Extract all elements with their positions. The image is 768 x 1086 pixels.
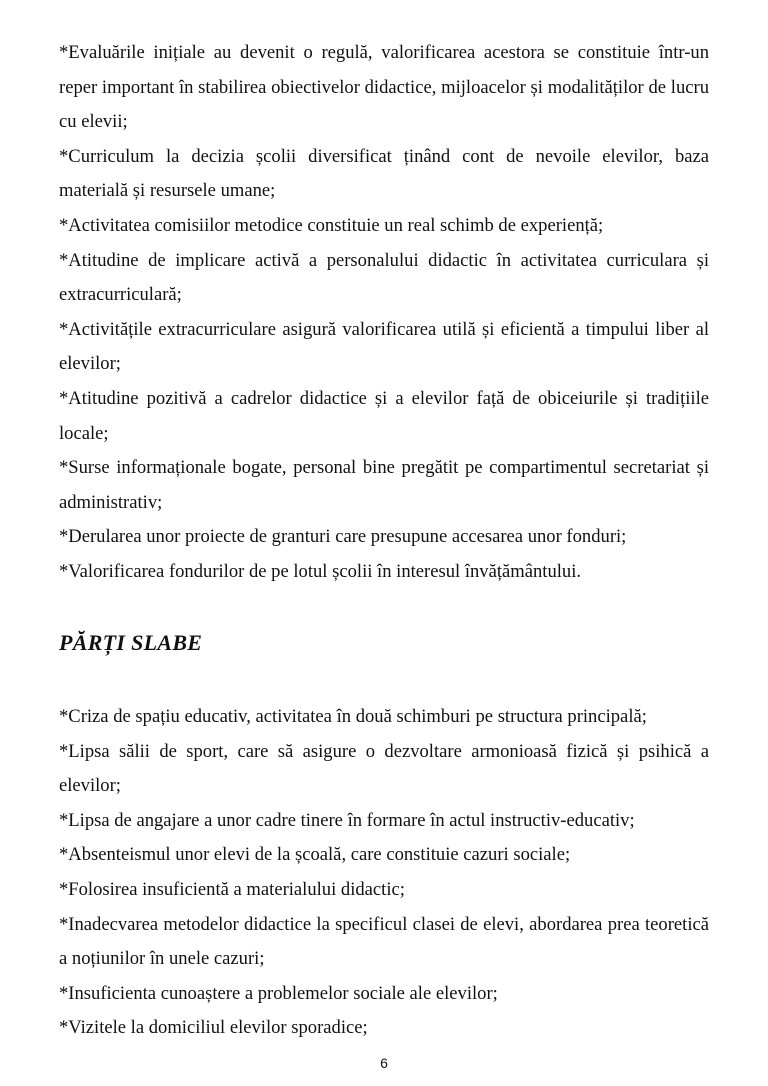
list-item: *Activitatea comisiilor metodice constituie un real schimb de experiență;: [59, 214, 604, 236]
list-item: *Valorificarea fondurilor de pe lotul școlii în interesul învățământului.: [59, 560, 582, 582]
list-item: *Curriculum la decizia școlii diversificat ținând cont de nevoile elevilor, baza materială și resursele umane;: [59, 145, 709, 202]
list-item: *Surse informaționale bogate, personal bine pregătit pe compartimentul secretariat și administrativ;: [59, 457, 709, 513]
list-item: *Atitudine de implicare activă a personalului didactic în activitatea curriculara și extracurriculară;: [59, 249, 709, 306]
list-item: *Absenteismul unor elevi de la școală, care constituie cazuri sociale;: [59, 844, 571, 866]
section-heading: PĂRȚI SLABE: [59, 630, 203, 655]
list-item: *Lipsa de angajare a unor cadre tinere în formare în actul instructiv-educativ;: [59, 809, 635, 831]
page-number: 6: [380, 1055, 388, 1071]
list-item: *Derularea unor proiecte de granturi care presupune accesarea unor fonduri;: [59, 526, 627, 548]
list-item: *Folosirea insuficientă a materialului didactic;: [59, 878, 405, 900]
list-item: *Lipsa sălii de sport, care să asigure o dezvoltare armonioasă fizică și psihică a elevilor;: [59, 740, 709, 797]
list-item: *Insuficienta cunoaștere a problemelor sociale ale elevilor;: [59, 982, 498, 1004]
weaknesses-heading-block: [59, 628, 709, 658]
strengths-list: [59, 36, 709, 590]
list-item: *Inadecvarea metodelor didactice la specificul clasei de elevi, abordarea prea teoretică a noțiunilor în unele cazuri;: [59, 913, 709, 970]
list-item: *Activitățile extracurriculare asigură valorificarea utilă și eficientă a timpului liber al elevilor;: [59, 318, 709, 375]
weaknesses-list: [59, 700, 709, 1046]
list-item: *Evaluările inițiale au devenit o regulă, valorificarea acestora se constituie într-un reper important în stabilirea obiectivelor didactice, mijloacelor și modalităților de lucru cu elevii;: [59, 42, 709, 133]
list-item: *Criza de spațiu educativ, activitatea în două schimburi pe structura principală;: [59, 706, 647, 727]
list-item: *Vizitele la domiciliul elevilor sporadice;: [59, 1017, 368, 1039]
list-item: *Atitudine pozitivă a cadrelor didactice și a elevilor față de obiceiurile și tradițiile locale;: [59, 387, 709, 444]
